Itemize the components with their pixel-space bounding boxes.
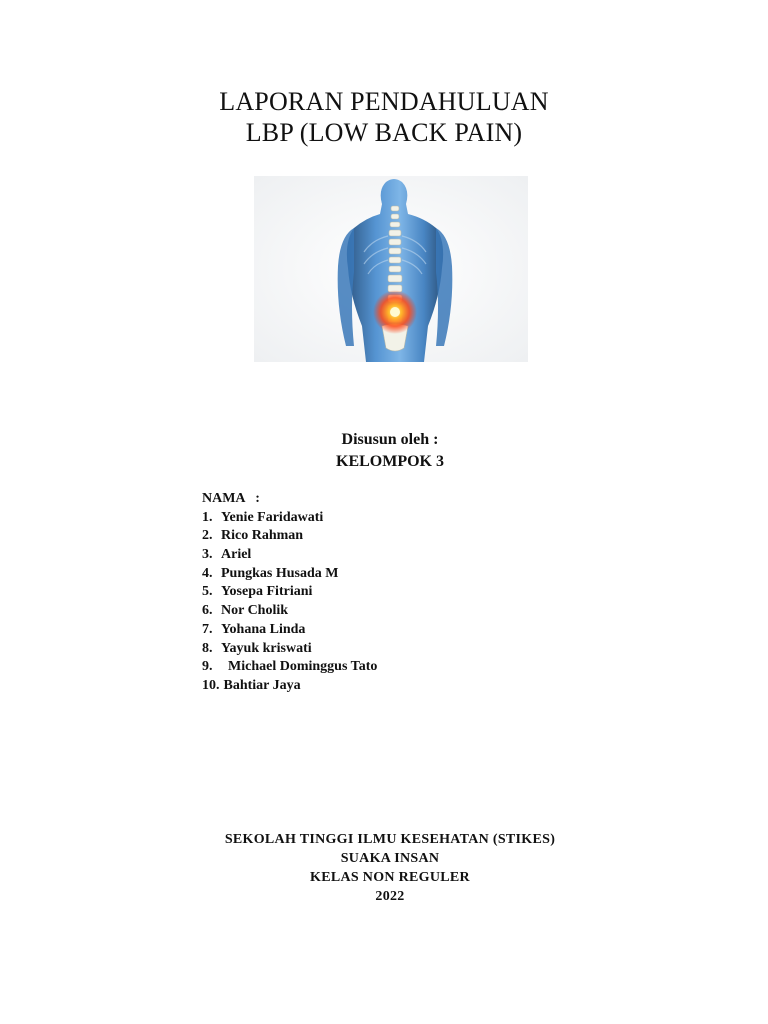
- list-item: [202, 621, 377, 640]
- institution-name: SEKOLAH TINGGI ILMU KESEHATAN (STIKES): [224, 832, 556, 847]
- document-title-line1: LAPORAN PENDAHULUAN: [219, 87, 549, 116]
- list-item-number: 10.: [202, 677, 220, 693]
- list-item-name: Yayuk kriswati: [221, 640, 312, 656]
- list-item: [202, 583, 377, 602]
- list-item: [202, 565, 377, 584]
- list-item-name: Nor Cholik: [221, 603, 289, 619]
- class-label: KELAS NON REGULER: [310, 870, 470, 885]
- list-item: [202, 546, 377, 565]
- list-item-name: Yohana Linda: [221, 621, 306, 637]
- year-label: 2022: [375, 889, 405, 904]
- list-item-number: 6.: [202, 603, 213, 619]
- members-heading: NAMA :: [202, 491, 260, 506]
- document-title-line2: LBP (LOW BACK PAIN): [245, 118, 523, 147]
- list-item-name: Michael Dominggus Tato: [221, 659, 378, 675]
- list-item-number: 8.: [202, 640, 213, 656]
- list-item: [202, 509, 377, 528]
- list-item: [202, 527, 377, 546]
- back-pain-illustration: [254, 176, 528, 362]
- list-item-name: Rico Rahman: [221, 528, 304, 544]
- spine-pain-icon: [254, 176, 528, 362]
- list-item-number: 2.: [202, 528, 213, 544]
- composed-by-label: Disusun oleh :: [341, 431, 439, 448]
- group-label: KELOMPOK 3: [336, 453, 444, 470]
- list-item: [202, 677, 377, 696]
- list-item-number: 9.: [202, 659, 213, 675]
- member-list: [202, 490, 377, 696]
- list-item-number: 1.: [202, 509, 213, 525]
- list-item-name: Bahtiar Jaya: [223, 677, 301, 693]
- list-item-number: 7.: [202, 621, 213, 637]
- list-item: [202, 640, 377, 659]
- list-item-name: Yenie Faridawati: [221, 509, 324, 525]
- list-item-number: 3.: [202, 547, 213, 563]
- institution-subname: SUAKA INSAN: [340, 851, 440, 866]
- list-item-number: 4.: [202, 565, 213, 581]
- list-item: [202, 658, 377, 677]
- list-item-name: Pungkas Husada M: [221, 565, 339, 581]
- list-item-name: Yosepa Fitriani: [221, 584, 313, 600]
- list-item-number: 5.: [202, 584, 213, 600]
- list-item: [202, 602, 377, 621]
- list-item-name: Ariel: [221, 547, 252, 563]
